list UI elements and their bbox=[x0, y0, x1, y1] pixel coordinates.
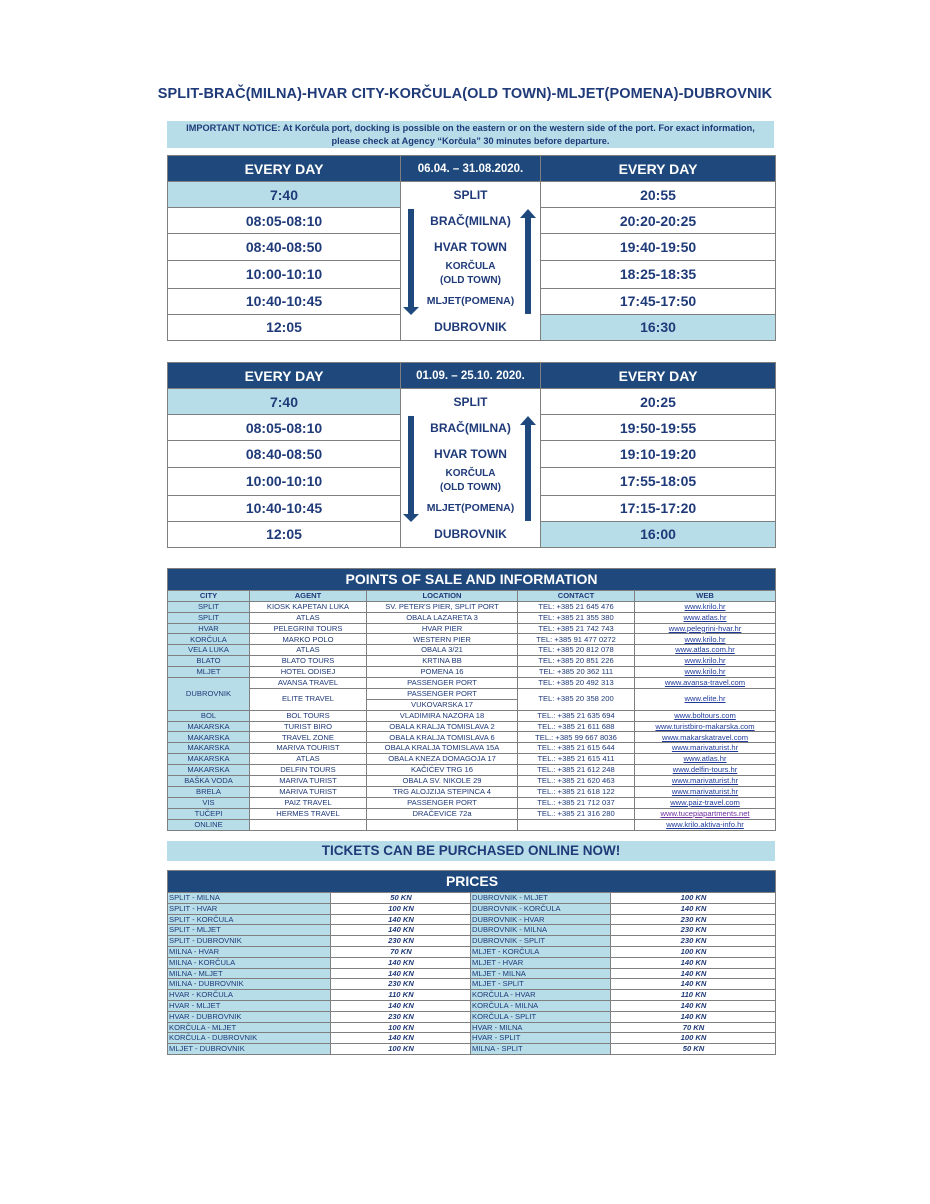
web-link[interactable]: www.krilo.hr bbox=[635, 656, 776, 667]
web-link[interactable]: www.marivaturist.hr bbox=[635, 776, 776, 787]
contact-cell: TEL.: +385 21 712 037 bbox=[518, 797, 635, 808]
table-row bbox=[168, 634, 776, 645]
price-cell: 140 KN bbox=[331, 957, 471, 968]
price-cell: 230 KN bbox=[611, 936, 776, 947]
route-cell: MILNA - KORČULA bbox=[168, 957, 331, 968]
return-time: 17:55-18:05 bbox=[541, 467, 776, 495]
agent-cell: KIOSK KAPETAN LUKA bbox=[250, 601, 367, 612]
price-cell: 100 KN bbox=[611, 1033, 776, 1044]
station-name bbox=[401, 260, 541, 288]
agent-cell: HOTEL ODISEJ bbox=[250, 667, 367, 678]
price-cell: 50 KN bbox=[331, 893, 471, 904]
web-link[interactable]: www.krilo.hr bbox=[635, 667, 776, 678]
contact-cell: TEL.: +385 21 620 463 bbox=[518, 776, 635, 787]
contact-cell: TEL.: +385 21 615 644 bbox=[518, 743, 635, 754]
price-cell: 110 KN bbox=[331, 990, 471, 1001]
price-cell: 100 KN bbox=[331, 903, 471, 914]
route-cell: KORČULA - SPLIT bbox=[471, 1011, 611, 1022]
station-name: MLJET(POMENA) bbox=[401, 495, 541, 521]
price-cell: 70 KN bbox=[331, 946, 471, 957]
station-name: MLJET(POMENA) bbox=[401, 288, 541, 314]
return-time: 20:55 bbox=[541, 182, 776, 208]
notice-line-2: please check at Agency “Korčula” 30 minutes before departure. bbox=[331, 136, 610, 146]
period-header: 01.09. – 25.10. 2020. bbox=[401, 363, 541, 389]
web-link[interactable]: www.atlas.hr bbox=[635, 754, 776, 765]
location-cell: OBALA KRALJA TOMISLAVA 15A bbox=[367, 743, 518, 754]
agent-cell: TRAVEL ZONE bbox=[250, 732, 367, 743]
city-cell: BOL bbox=[168, 710, 250, 721]
web-link[interactable]: www.krilo.aktiva-info.hr bbox=[635, 819, 776, 830]
location-cell: POMENA 16 bbox=[367, 667, 518, 678]
city-cell: BLATO bbox=[168, 656, 250, 667]
location-cell: SV. PETER'S PIER, SPLIT PORT bbox=[367, 601, 518, 612]
price-cell: 140 KN bbox=[611, 979, 776, 990]
price-cell: 140 KN bbox=[611, 968, 776, 979]
departure-header: EVERY DAY bbox=[168, 363, 401, 389]
station-line-2: (OLD TOWN) bbox=[440, 275, 501, 287]
prices-title: PRICES bbox=[168, 871, 776, 893]
web-link[interactable]: www.makarskatravel.com bbox=[635, 732, 776, 743]
price-cell: 140 KN bbox=[611, 903, 776, 914]
route-cell: DUBROVNIK - HVAR bbox=[471, 914, 611, 925]
contact-cell: TEL: +385 20 492 313 bbox=[518, 678, 635, 689]
web-link[interactable]: www.marivaturist.hr bbox=[635, 786, 776, 797]
agent-cell: TURIST BIRO bbox=[250, 721, 367, 732]
table-row bbox=[168, 754, 776, 765]
location-cell: OBALA 3/21 bbox=[367, 645, 518, 656]
agent-cell: DELFIN TOURS bbox=[250, 765, 367, 776]
price-cell: 100 KN bbox=[611, 946, 776, 957]
table-row bbox=[168, 903, 776, 914]
web-link[interactable]: www.marivaturist.hr bbox=[635, 743, 776, 754]
web-link[interactable]: www.atlas.com.hr bbox=[635, 645, 776, 656]
agent-cell: MARKO POLO bbox=[250, 634, 367, 645]
city-cell: TUČEPI bbox=[168, 808, 250, 819]
price-cell: 140 KN bbox=[331, 968, 471, 979]
tickets-online-banner: TICKETS CAN BE PURCHASED ONLINE NOW! bbox=[167, 841, 775, 861]
column-header: AGENT bbox=[250, 591, 367, 602]
location-cell: KAČIĆEV TRG 16 bbox=[367, 765, 518, 776]
table-row bbox=[168, 645, 776, 656]
column-header: CITY bbox=[168, 591, 250, 602]
web-link[interactable]: www.avansa-travel.com bbox=[635, 678, 776, 689]
departure-time: 10:40-10:45 bbox=[168, 495, 401, 521]
departure-time: 10:40-10:45 bbox=[168, 288, 401, 314]
contact-cell: TEL.: +385 99 667 8036 bbox=[518, 732, 635, 743]
web-link[interactable]: www.boltours.com bbox=[635, 710, 776, 721]
return-time: 17:15-17:20 bbox=[541, 495, 776, 521]
location-cell: HVAR PIER bbox=[367, 623, 518, 634]
station-line-2: (OLD TOWN) bbox=[440, 482, 501, 494]
station-name: HVAR TOWN bbox=[401, 234, 541, 260]
price-cell: 100 KN bbox=[331, 1044, 471, 1055]
web-link[interactable]: www.krilo.hr bbox=[635, 634, 776, 645]
city-cell: DUBROVNIK bbox=[168, 678, 250, 711]
city-cell: VIS bbox=[168, 797, 250, 808]
column-header: LOCATION bbox=[367, 591, 518, 602]
route-cell: HVAR - MLJET bbox=[168, 1000, 331, 1011]
location-cell: VLADIMIRA NAZORA 18 bbox=[367, 710, 518, 721]
table-row bbox=[168, 710, 776, 721]
notice-line-1: IMPORTANT NOTICE: At Korčula port, docking is possible on the eastern or on the western side of the port. For exact information, bbox=[186, 123, 755, 133]
contact-cell: TEL.: +385 21 316 280 bbox=[518, 808, 635, 819]
price-cell: 140 KN bbox=[331, 914, 471, 925]
table-row bbox=[168, 667, 776, 678]
price-cell: 140 KN bbox=[611, 957, 776, 968]
table-row bbox=[168, 1022, 776, 1033]
station-name bbox=[401, 467, 541, 495]
price-cell: 100 KN bbox=[331, 1022, 471, 1033]
price-cell: 50 KN bbox=[611, 1044, 776, 1055]
station-line-1: KORČULA bbox=[445, 261, 496, 273]
column-header: CONTACT bbox=[518, 591, 635, 602]
price-cell: 140 KN bbox=[331, 1000, 471, 1011]
departure-time: 08:40-08:50 bbox=[168, 234, 401, 260]
agent-cell: MARIVA TOURIST bbox=[250, 743, 367, 754]
schedule-table-autumn bbox=[167, 362, 775, 548]
table-row bbox=[168, 786, 776, 797]
location-cell: OBALA LAZARETA 3 bbox=[367, 612, 518, 623]
city-cell: BRELA bbox=[168, 786, 250, 797]
agent-cell: ATLAS bbox=[250, 754, 367, 765]
location-cell: PASSENGER PORT bbox=[367, 688, 518, 699]
price-cell: 70 KN bbox=[611, 1022, 776, 1033]
contact-cell: TEL: +385 20 851 226 bbox=[518, 656, 635, 667]
station-name: HVAR TOWN bbox=[401, 441, 541, 467]
city-cell: MAKARSKA bbox=[168, 743, 250, 754]
city-cell: ONLINE bbox=[168, 819, 250, 830]
table-row bbox=[168, 1044, 776, 1055]
location-cell: OBALA KRALJA TOMISLAVA 6 bbox=[367, 732, 518, 743]
table-row bbox=[168, 743, 776, 754]
table-row bbox=[168, 819, 776, 830]
city-cell: BAŠKA VODA bbox=[168, 776, 250, 787]
departure-time: 10:00-10:10 bbox=[168, 467, 401, 495]
web-link[interactable]: www.turistbiro-makarska.com bbox=[635, 721, 776, 732]
route-cell: DUBROVNIK - MILNA bbox=[471, 925, 611, 936]
contact-cell: TEL.: +385 21 618 122 bbox=[518, 786, 635, 797]
contact-cell: TEL.: +385 21 611 688 bbox=[518, 721, 635, 732]
price-cell: 230 KN bbox=[611, 925, 776, 936]
route-cell: MLJET - SPLIT bbox=[471, 979, 611, 990]
agent-cell: AVANSA TRAVEL bbox=[250, 678, 367, 689]
location-cell bbox=[367, 819, 518, 830]
table-row bbox=[168, 721, 776, 732]
return-time: 16:30 bbox=[541, 314, 776, 340]
station-name: DUBROVNIK bbox=[401, 521, 541, 547]
route-cell: MLJET - KORČULA bbox=[471, 946, 611, 957]
prices-table bbox=[167, 870, 775, 1055]
station-name: BRAČ(MILNA) bbox=[401, 415, 541, 441]
route-cell: MLJET - MILNA bbox=[471, 968, 611, 979]
location-cell: DRAČEVICE 72a bbox=[367, 808, 518, 819]
location-cell: OBALA KRALJA TOMISLAVA 2 bbox=[367, 721, 518, 732]
location-cell: KRTINA BB bbox=[367, 656, 518, 667]
agent-cell: ELITE TRAVEL bbox=[250, 688, 367, 710]
table-row bbox=[168, 925, 776, 936]
web-link[interactable]: www.pelegrini-hvar.hr bbox=[635, 623, 776, 634]
table-row bbox=[168, 1000, 776, 1011]
table-row bbox=[168, 623, 776, 634]
web-link[interactable]: www.atlas.hr bbox=[635, 612, 776, 623]
table-row bbox=[168, 612, 776, 623]
route-cell: HVAR - MILNA bbox=[471, 1022, 611, 1033]
contact-cell: TEL: +385 20 362 111 bbox=[518, 667, 635, 678]
location-cell: WESTERN PIER bbox=[367, 634, 518, 645]
station-name: BRAČ(MILNA) bbox=[401, 208, 541, 234]
return-time: 16:00 bbox=[541, 521, 776, 547]
web-link[interactable]: www.tucepiapartments.net bbox=[635, 808, 776, 819]
city-cell: MAKARSKA bbox=[168, 754, 250, 765]
station-name: SPLIT bbox=[401, 389, 541, 415]
web-link[interactable]: www.paiz-travel.com bbox=[635, 797, 776, 808]
route-cell: KORČULA - MILNA bbox=[471, 1000, 611, 1011]
table-row bbox=[168, 732, 776, 743]
table-row bbox=[168, 808, 776, 819]
table-row bbox=[168, 776, 776, 787]
location-cell: OBALA KNEZA DOMAGOJA 17 bbox=[367, 754, 518, 765]
station-line-1: KORČULA bbox=[445, 468, 496, 480]
table-row bbox=[168, 1011, 776, 1022]
route-cell: DUBROVNIK - MLJET bbox=[471, 893, 611, 904]
location-cell: OBALA SV. NIKOLE 29 bbox=[367, 776, 518, 787]
route-cell: HVAR - KORČULA bbox=[168, 990, 331, 1001]
city-cell: SPLIT bbox=[168, 601, 250, 612]
page-title: SPLIT-BRAČ(MILNA)-HVAR CITY-KORČULA(OLD TOWN)-MLJET(POMENA)-DUBROVNIK bbox=[157, 86, 773, 102]
route-cell: KORČULA - DUBROVNIK bbox=[168, 1033, 331, 1044]
agent-cell: MARIVA TURIST bbox=[250, 786, 367, 797]
agent-cell: BLATO TOURS bbox=[250, 656, 367, 667]
web-link[interactable]: www.delfin-tours.hr bbox=[635, 765, 776, 776]
return-time: 18:25-18:35 bbox=[541, 260, 776, 288]
location-cell: PASSENGER PORT bbox=[367, 678, 518, 689]
table-row bbox=[168, 1033, 776, 1044]
contact-cell: TEL: +385 91 477 0272 bbox=[518, 634, 635, 645]
location-cell: PASSENGER PORT bbox=[367, 797, 518, 808]
web-link[interactable]: www.krilo.hr bbox=[635, 601, 776, 612]
route-cell: HVAR - SPLIT bbox=[471, 1033, 611, 1044]
agent-cell: MARIVA TURIST bbox=[250, 776, 367, 787]
return-time: 20:20-20:25 bbox=[541, 208, 776, 234]
agent-cell: BOL TOURS bbox=[250, 710, 367, 721]
city-cell: HVAR bbox=[168, 623, 250, 634]
departure-time: 12:05 bbox=[168, 314, 401, 340]
points-of-sale-table bbox=[167, 568, 775, 831]
route-cell: SPLIT - HVAR bbox=[168, 903, 331, 914]
contact-cell: TEL: +385 21 355 380 bbox=[518, 612, 635, 623]
contact-cell: TEL: +385 21 742 743 bbox=[518, 623, 635, 634]
city-cell: MAKARSKA bbox=[168, 721, 250, 732]
agent-cell bbox=[250, 819, 367, 830]
location-cell: TRG ALOJZIJA STEPINCA 4 bbox=[367, 786, 518, 797]
important-notice bbox=[167, 121, 774, 148]
route-cell: KORČULA - MLJET bbox=[168, 1022, 331, 1033]
departure-time: 12:05 bbox=[168, 521, 401, 547]
departure-time: 08:05-08:10 bbox=[168, 208, 401, 234]
departure-time: 08:05-08:10 bbox=[168, 415, 401, 441]
route-cell: SPLIT - DUBROVNIK bbox=[168, 936, 331, 947]
route-cell: SPLIT - MLJET bbox=[168, 925, 331, 936]
contact-cell: TEL.: +385 21 635 694 bbox=[518, 710, 635, 721]
table-row bbox=[168, 957, 776, 968]
location-cell: VUKOVARSKA 17 bbox=[367, 699, 518, 710]
return-time: 17:45-17:50 bbox=[541, 288, 776, 314]
price-cell: 100 KN bbox=[611, 893, 776, 904]
city-cell: SPLIT bbox=[168, 612, 250, 623]
price-cell: 230 KN bbox=[331, 936, 471, 947]
contact-cell: TEL.: +385 21 615 411 bbox=[518, 754, 635, 765]
departure-time: 10:00-10:10 bbox=[168, 260, 401, 288]
city-cell: VELA LUKA bbox=[168, 645, 250, 656]
table-row bbox=[168, 946, 776, 957]
schedule-table-summer bbox=[167, 155, 775, 341]
route-cell: SPLIT - KORČULA bbox=[168, 914, 331, 925]
route-cell: DUBROVNIK - SPLIT bbox=[471, 936, 611, 947]
price-cell: 230 KN bbox=[611, 914, 776, 925]
table-row bbox=[168, 601, 776, 612]
table-row bbox=[168, 979, 776, 990]
table-row bbox=[168, 797, 776, 808]
return-time: 19:10-19:20 bbox=[541, 441, 776, 467]
return-time: 19:40-19:50 bbox=[541, 234, 776, 260]
route-cell: MLJET - DUBROVNIK bbox=[168, 1044, 331, 1055]
pos-title: POINTS OF SALE AND INFORMATION bbox=[168, 569, 776, 591]
table-row bbox=[168, 765, 776, 776]
table-row bbox=[168, 968, 776, 979]
route-cell: HVAR - DUBROVNIK bbox=[168, 1011, 331, 1022]
contact-cell: TEL.: +385 21 612 248 bbox=[518, 765, 635, 776]
agent-cell: ATLAS bbox=[250, 645, 367, 656]
table-row bbox=[168, 688, 776, 699]
city-cell: MAKARSKA bbox=[168, 765, 250, 776]
agent-cell: PELEGRINI TOURS bbox=[250, 623, 367, 634]
route-cell: MILNA - SPLIT bbox=[471, 1044, 611, 1055]
departure-time: 7:40 bbox=[168, 182, 401, 208]
return-header: EVERY DAY bbox=[541, 156, 776, 182]
agent-cell: HERMES TRAVEL bbox=[250, 808, 367, 819]
price-cell: 110 KN bbox=[611, 990, 776, 1001]
table-row bbox=[168, 656, 776, 667]
contact-cell: TEL: +385 21 645 476 bbox=[518, 601, 635, 612]
route-cell: MLJET - HVAR bbox=[471, 957, 611, 968]
table-row bbox=[168, 936, 776, 947]
city-cell: MLJET bbox=[168, 667, 250, 678]
return-time: 19:50-19:55 bbox=[541, 415, 776, 441]
period-header: 06.04. – 31.08.2020. bbox=[401, 156, 541, 182]
web-link[interactable]: www.elite.hr bbox=[635, 688, 776, 710]
contact-cell: TEL: +385 20 358 200 bbox=[518, 688, 635, 710]
route-cell: MILNA - HVAR bbox=[168, 946, 331, 957]
table-row bbox=[168, 990, 776, 1001]
route-cell: MILNA - MLJET bbox=[168, 968, 331, 979]
station-name: SPLIT bbox=[401, 182, 541, 208]
route-cell: KORČULA - HVAR bbox=[471, 990, 611, 1001]
price-cell: 140 KN bbox=[331, 1033, 471, 1044]
table-row bbox=[168, 678, 776, 689]
price-cell: 230 KN bbox=[331, 979, 471, 990]
price-cell: 140 KN bbox=[611, 1000, 776, 1011]
contact-cell bbox=[518, 819, 635, 830]
route-cell: SPLIT - MILNA bbox=[168, 893, 331, 904]
return-header: EVERY DAY bbox=[541, 363, 776, 389]
departure-time: 7:40 bbox=[168, 389, 401, 415]
city-cell: MAKARSKA bbox=[168, 732, 250, 743]
route-cell: MILNA - DUBROVNIK bbox=[168, 979, 331, 990]
agent-cell: ATLAS bbox=[250, 612, 367, 623]
city-cell: KORČULA bbox=[168, 634, 250, 645]
price-cell: 140 KN bbox=[611, 1011, 776, 1022]
departure-header: EVERY DAY bbox=[168, 156, 401, 182]
price-cell: 140 KN bbox=[331, 925, 471, 936]
column-header: WEB bbox=[635, 591, 776, 602]
price-cell: 230 KN bbox=[331, 1011, 471, 1022]
table-row bbox=[168, 893, 776, 904]
agent-cell: PAIZ TRAVEL bbox=[250, 797, 367, 808]
route-cell: DUBROVNIK - KORČULA bbox=[471, 903, 611, 914]
station-name: DUBROVNIK bbox=[401, 314, 541, 340]
table-row bbox=[168, 914, 776, 925]
contact-cell: TEL: +385 20 812 078 bbox=[518, 645, 635, 656]
return-time: 20:25 bbox=[541, 389, 776, 415]
departure-time: 08:40-08:50 bbox=[168, 441, 401, 467]
